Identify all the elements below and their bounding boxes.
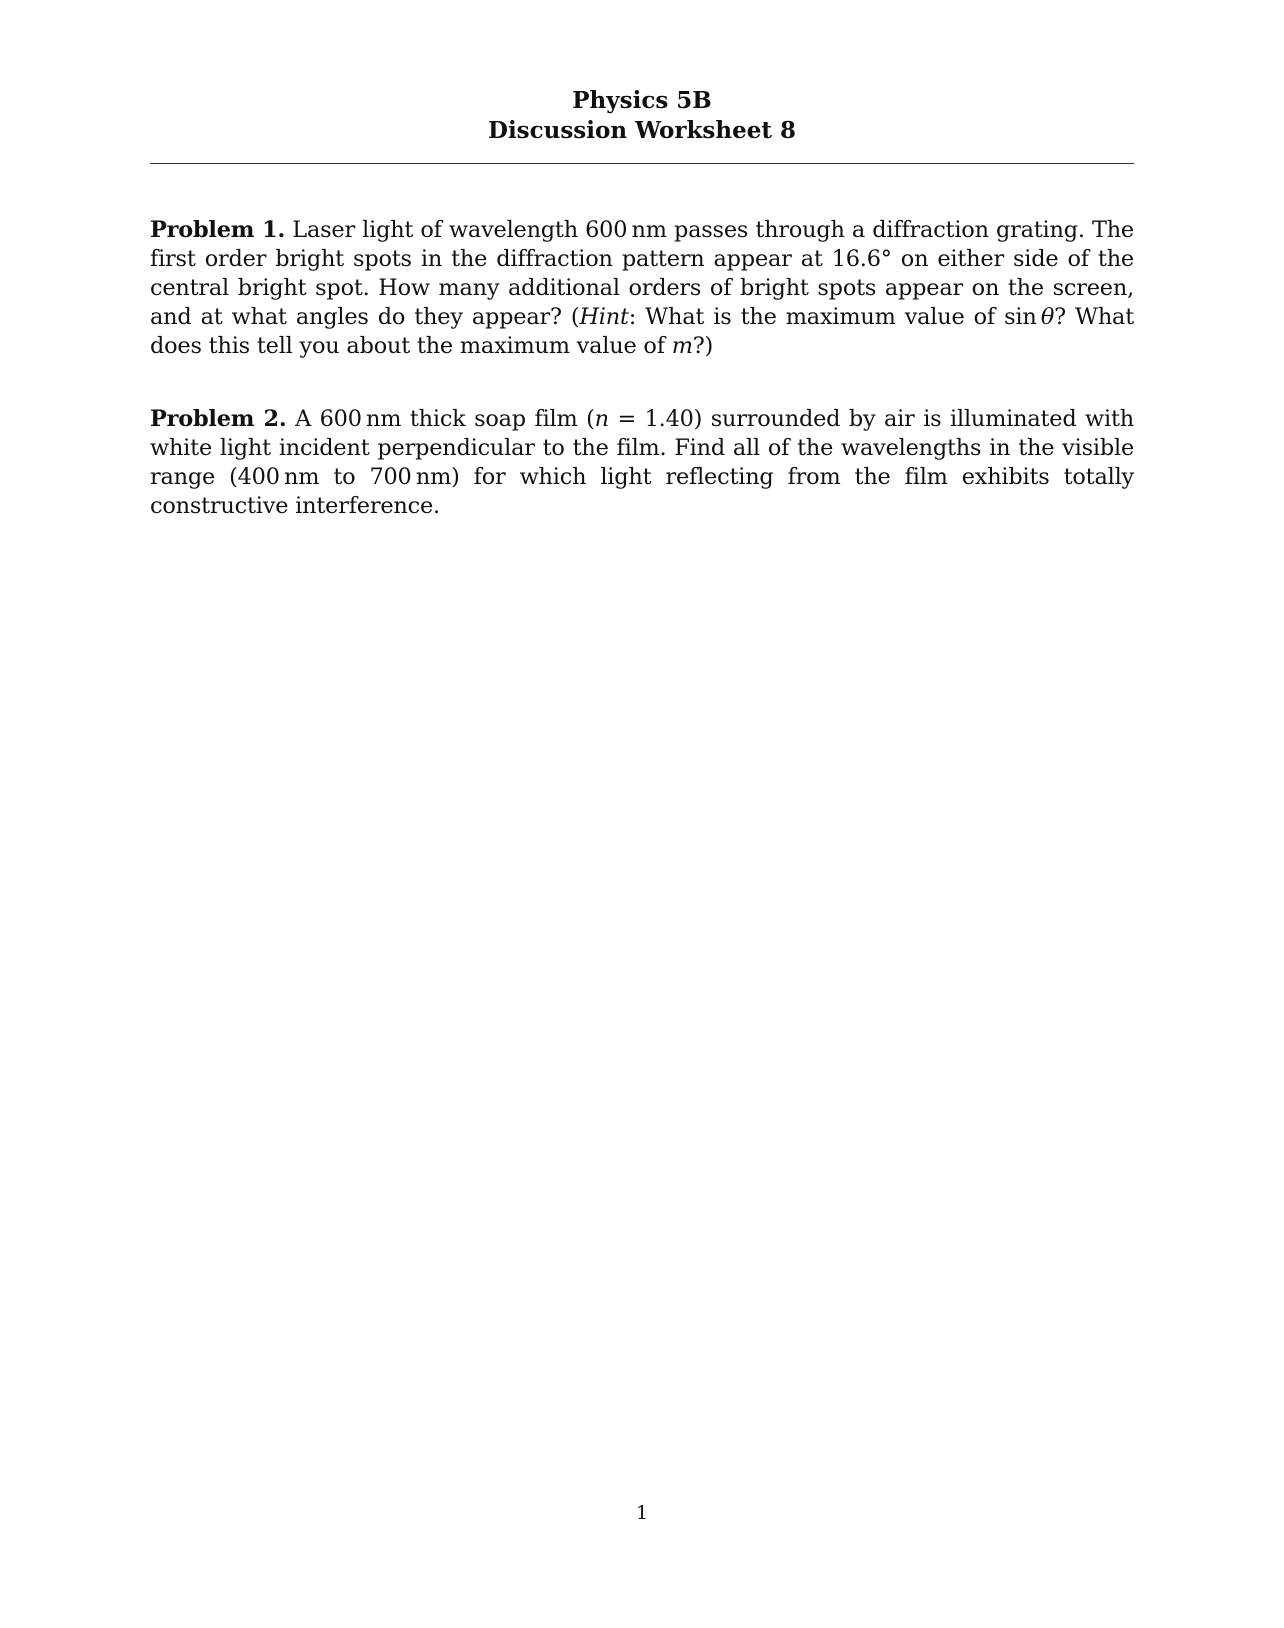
problem-2 xyxy=(150,405,1134,521)
problem-2-text-a: A 600 nm thick soap film ( xyxy=(286,406,595,432)
page-header xyxy=(150,86,1134,146)
problem-1-text-a: Laser light of wavelength 600 nm passes through a diffraction grating. The first order bright spots in the diffraction pattern appear at 16.6° on either side of the central bright spot. How many additional orders of bright spots appear on the screen, and at what angles do they appear? ( xyxy=(150,217,1134,330)
worksheet-title: Discussion Worksheet 8 xyxy=(488,117,796,144)
problem-1-m: m xyxy=(671,333,693,359)
header-divider xyxy=(150,163,1134,164)
problem-2-n: n xyxy=(594,406,609,432)
problem-1-theta: θ xyxy=(1040,304,1055,330)
problem-2-text-b: = 1.40) surrounded by air is illuminated with white light incident perpendicular to the film. Find all of the wavelengths in the visible range (400 nm to 700 nm) for which light reflecting from the film exhibits totally constructive interference. xyxy=(150,406,1135,519)
page-number: 1 xyxy=(635,1502,649,1524)
problem-2-label: Problem 2. xyxy=(150,406,287,432)
problem-1 xyxy=(150,216,1134,361)
problem-1-text-d: ?) xyxy=(692,333,714,359)
problem-1-hint-word: Hint xyxy=(579,304,629,330)
problem-1-label: Problem 1. xyxy=(150,217,286,243)
problem-1-text-c: ? What does this tell you about the maximum value of xyxy=(150,304,1135,359)
course-title: Physics 5B xyxy=(572,87,712,114)
problem-1-text-b: : What is the maximum value of sin xyxy=(628,304,1041,330)
